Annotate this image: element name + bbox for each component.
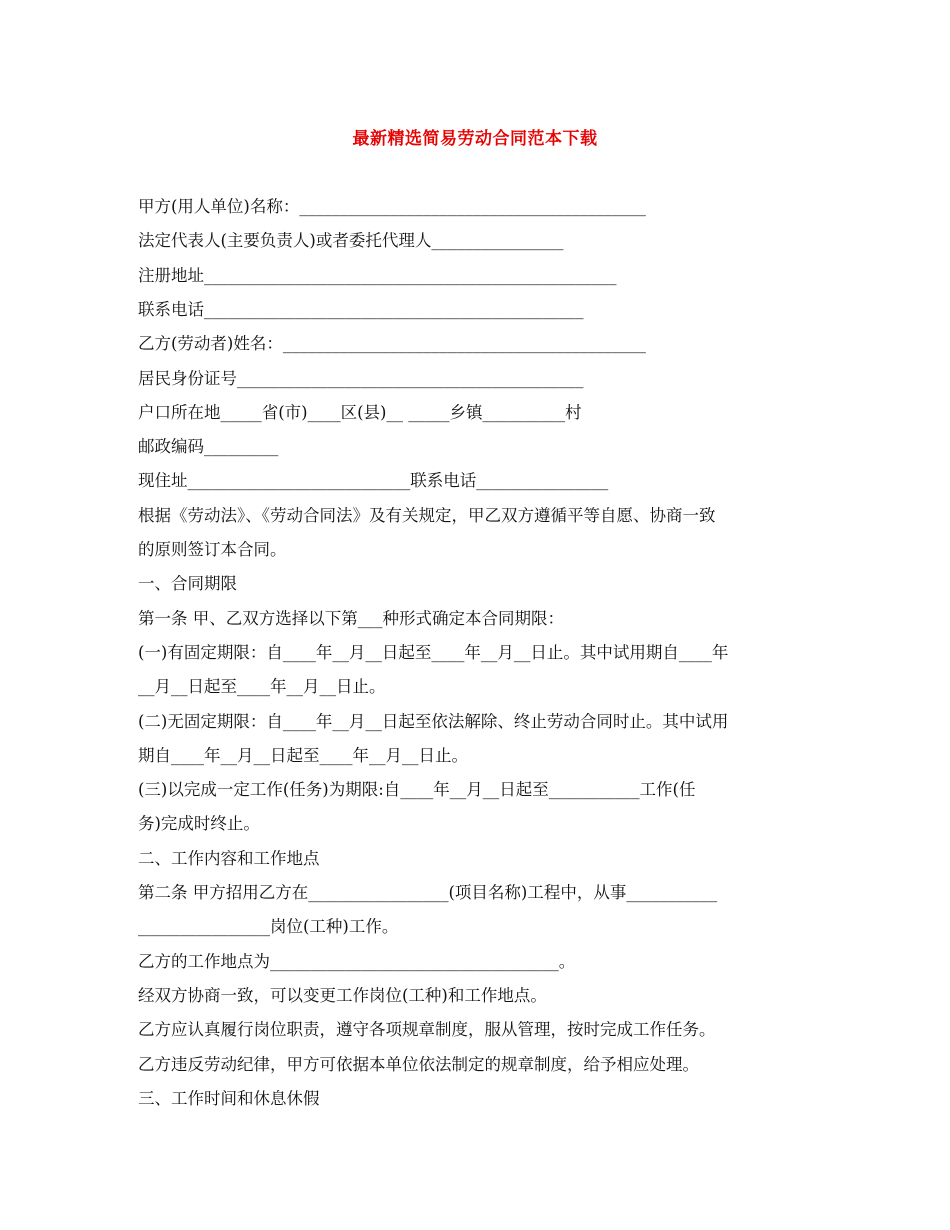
text-line: (一)有固定期限：自____年__月__日起至____年__月__日止。其中试用期自____年	[138, 642, 729, 662]
text-line: 法定代表人(主要负责人)或者委托代理人________________	[138, 231, 564, 251]
text-line: 期自____年__月__日起至____年__月__日止。	[138, 745, 468, 765]
text-line: 居民身份证号__________________________________________	[138, 368, 584, 388]
text-line: 务)完成时终止。	[138, 814, 260, 834]
text-line: (三)以完成一定工作(任务)为期限:自____年__月__日起至___________工作(任	[138, 780, 696, 800]
text-line: 乙方违反劳动纪律，甲方可依据本单位依法制定的规章制度，给予相应处理。	[138, 1054, 699, 1074]
text-line: 户口所在地_____省(市)____区(县)__ _____乡镇__________村	[138, 402, 582, 422]
text-line: __月__日起至____年__月__日止。	[138, 677, 386, 697]
text-line: 甲方(用人单位)名称：__________________________________________	[138, 197, 646, 216]
text-line: 一、合同期限	[138, 574, 237, 594]
text-line: 经双方协商一致，可以变更工作岗位(工种)和工作地点。	[138, 985, 547, 1005]
text-line: 注册地址__________________________________________________	[138, 265, 617, 285]
text-line: 联系电话______________________________________________	[138, 299, 584, 319]
text-line: 根据《劳动法》、《劳动合同法》及有关规定，甲乙双方遵循平等自愿、协商一致	[138, 505, 716, 525]
document-title: 最新精选简易劳动合同范本下载	[352, 129, 598, 149]
text-line: 第二条 甲方招用乙方在_________________(项目名称)工程中，从事___________	[138, 883, 718, 902]
text-line: 二、工作内容和工作地点	[138, 848, 320, 868]
text-line: 的原则签订本合同。	[138, 540, 287, 559]
text-line: (二)无固定期限：自____年__月__日起至依法解除、终止劳动合同时止。其中试用	[138, 711, 729, 731]
text-line: 乙方应认真履行岗位职责，遵守各项规章制度，服从管理，按时完成工作任务。	[138, 1020, 716, 1040]
text-line: ________________岗位(工种)工作。	[138, 917, 399, 937]
text-line: 现住址___________________________联系电话________________	[138, 471, 609, 491]
text-line: 第一条 甲、乙双方选择以下第___种形式确定本合同期限：	[138, 608, 564, 628]
text-line: 乙方的工作地点为___________________________________。	[138, 951, 576, 971]
text-line: 三、工作时间和休息休假	[138, 1088, 320, 1108]
text-line: 乙方(劳动者)姓名：____________________________________________	[138, 334, 646, 354]
text-line: 邮政编码_________	[138, 437, 279, 457]
